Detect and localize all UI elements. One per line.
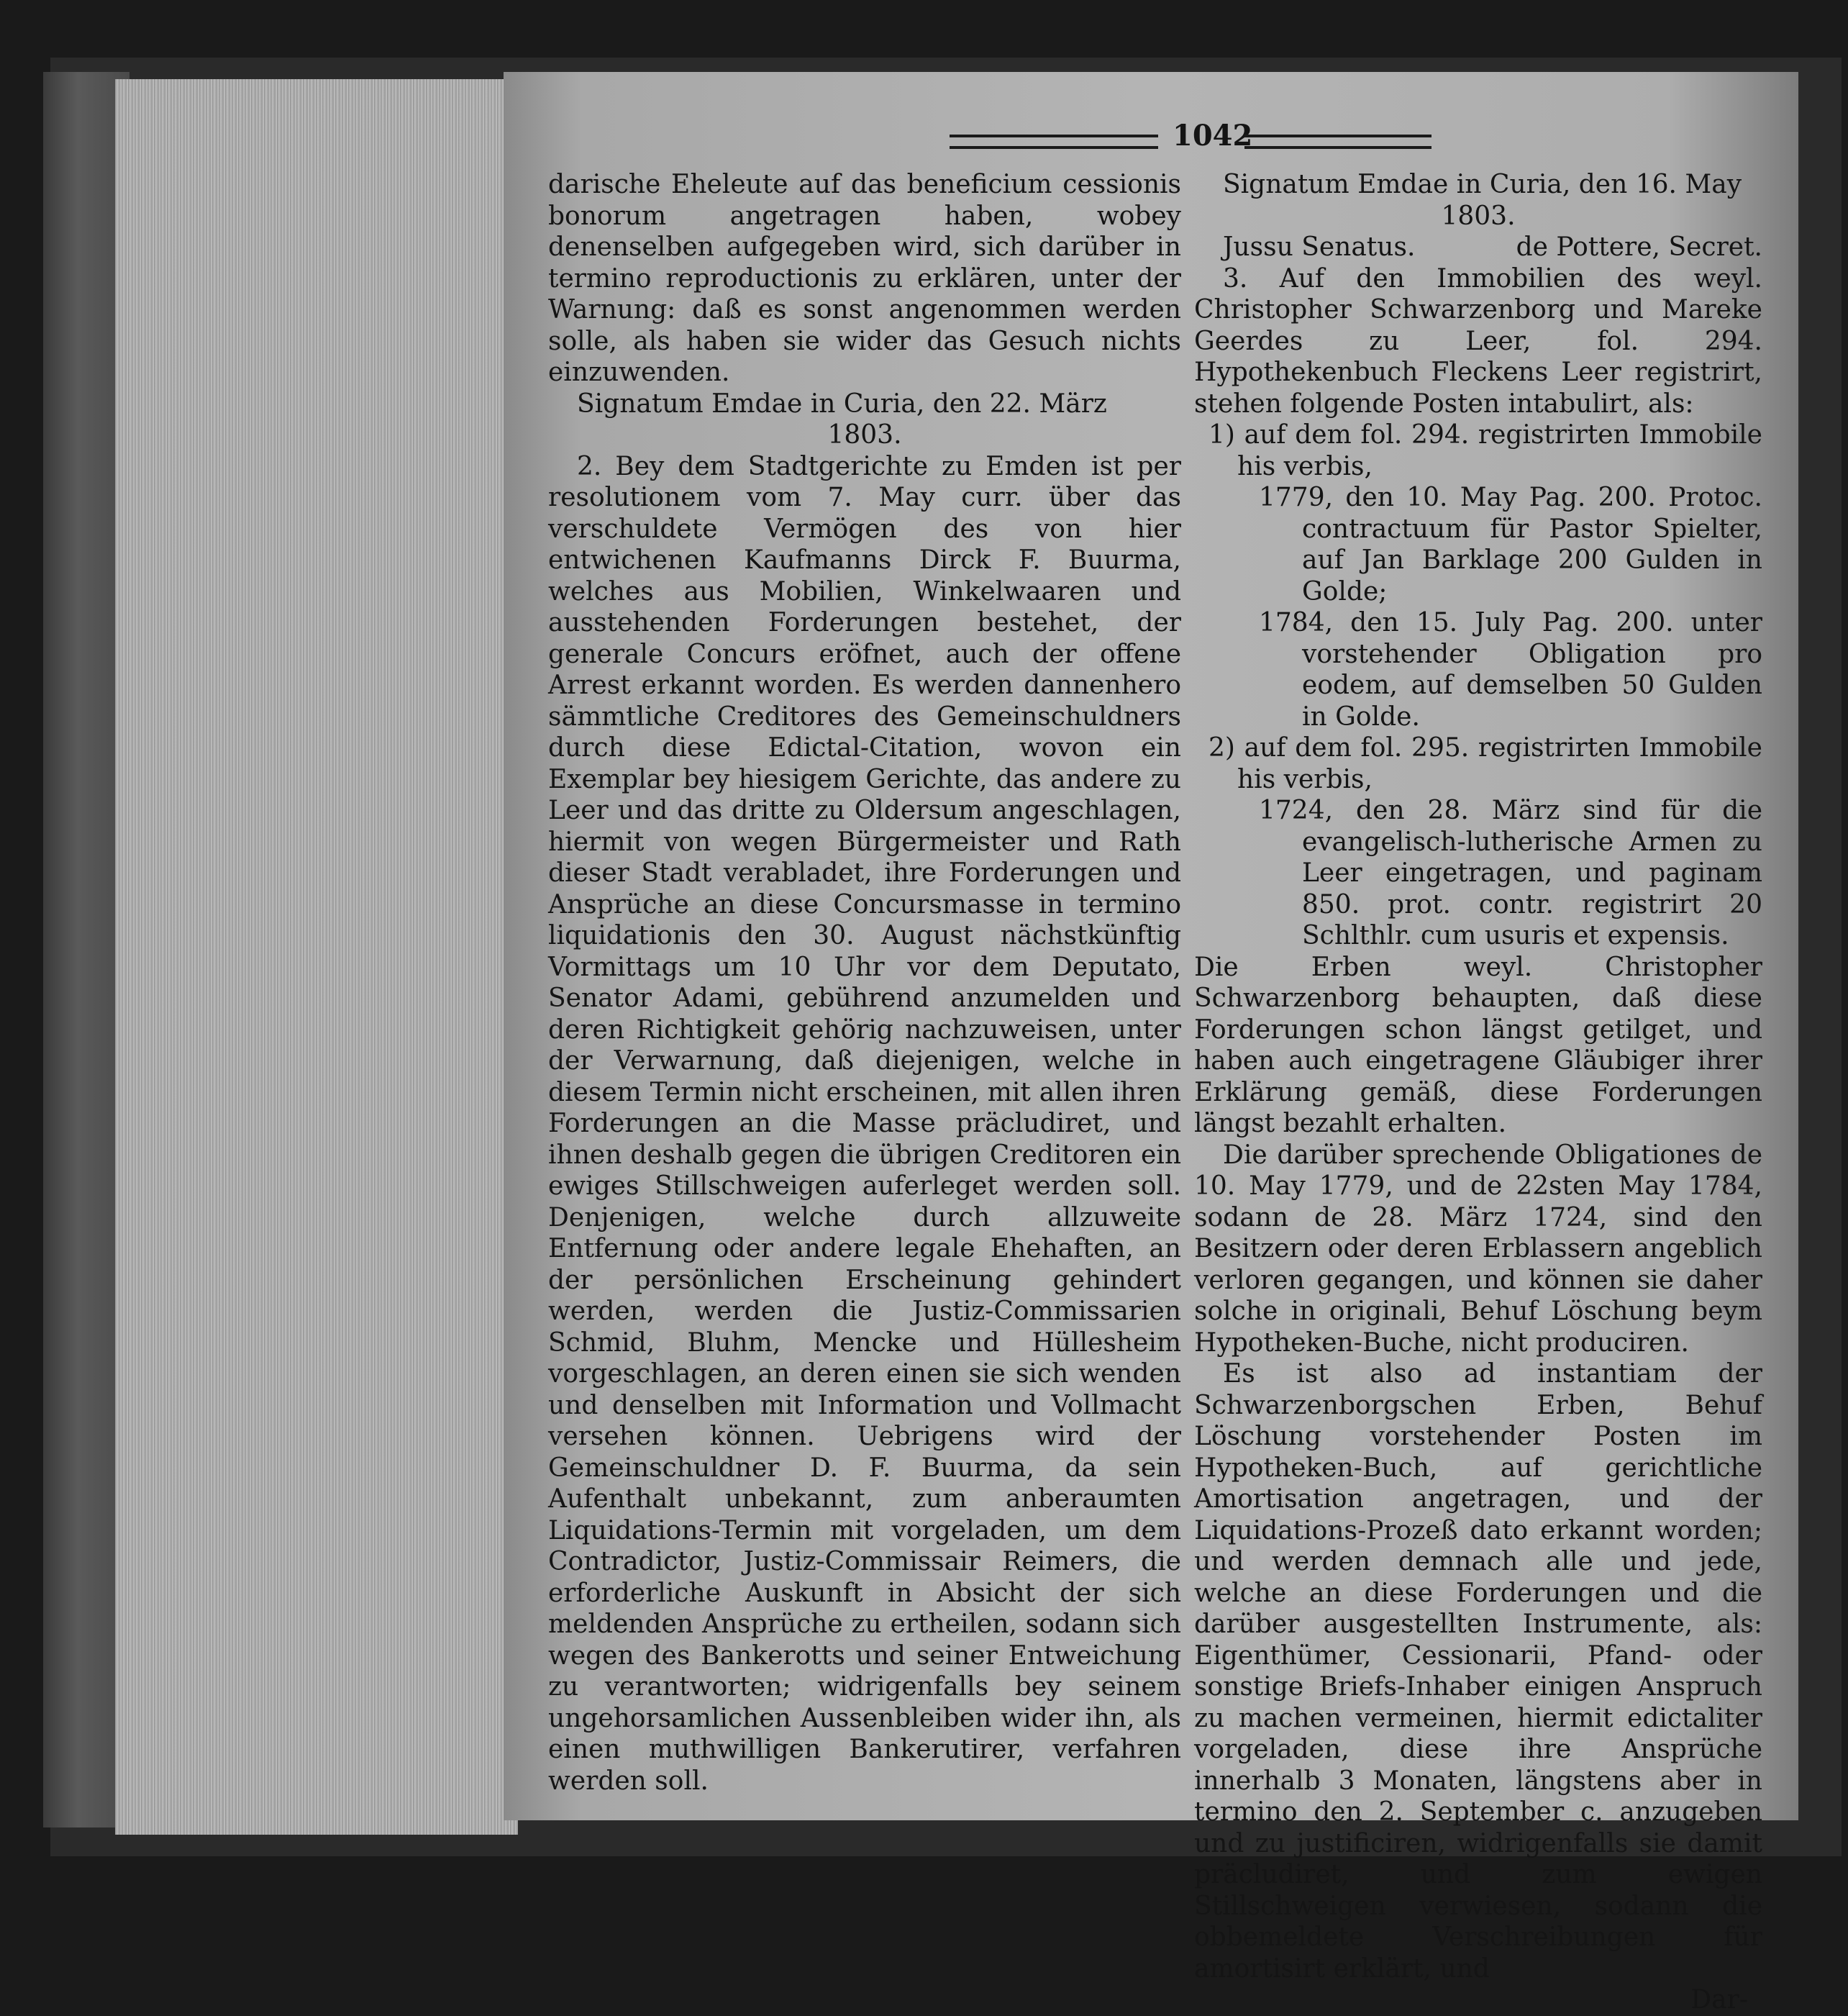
signature-line — [1194, 232, 1762, 263]
list-item: 2) auf dem fol. 295. registrirten Immobile his verbis, — [1209, 733, 1762, 794]
list-item: 1) auf dem fol. 294. registrirten Immobile his verbis, — [1209, 420, 1762, 481]
page-header — [504, 119, 1798, 162]
left-column — [548, 169, 1181, 1797]
catchword: Dar- — [1690, 1985, 1748, 2015]
paragraph-amortisation: Es ist also ad instantiam der Schwarzenborgschen Erben, Behuf Löschung vorstehender Posten im Hypotheken-Buch, auf gerichtliche Amortisation angetragen, und der Liquidations-Prozeß dato erkannt worden; und werden demnach alle und jede, welche an diese Forderungen und die darüber ausgestellten Instrumente, als: Eigenthümer, Cessionarii, Pfand- oder sonstige Briefs-Inhaber einigen Anspruch zu machen vermeinen, hiermit edictaliter vorgeladen, diese ihre Ansprüche innerhalb 3 Monaten, längstens aber in termino den 2. September c. anzugeben und zu justificiren, widrigenfalls sie damit präcludiret, und zum ewigen Stillschweigen verwiesen, sodann die obbemeldete Verschreibungen für amortisirt erklärt, und — [1194, 1359, 1762, 1984]
paragraph-cessionis: darische Eheleute auf das beneficium cessionis bonorum angetragen haben, wobey denenselben aufgegeben wird, sich darüber in termino reproductionis zu erklären, unter der Warnung: daß es sonst angenommen werden solle, als haben sie wider das Gesuch nichts einzuwenden. — [548, 170, 1181, 387]
list-item: 1779, den 10. May Pag. 200. Protoc. contractuum für Pastor Spielter, auf Jan Barklage 200 Gulden in Golde; — [1259, 483, 1762, 607]
paragraph-item-3: 3. Auf den Immobilien des weyl. Christopher Schwarzenborg und Mareke Geerdes zu Leer, fol. 294. Hypothekenbuch Fleckens Leer registrirt, stehen folgende Posten intabulirt, als: — [1194, 263, 1762, 419]
page-number: 1042 — [1173, 119, 1253, 153]
header-rule-right — [1244, 135, 1431, 149]
secretary-signature: de Pottere, Secret. — [1516, 232, 1762, 262]
paragraph-concurs-buurma: 2. Bey dem Stadtgerichte zu Emden ist per resolutionem vom 7. May curr. über das verschuldete Vermögen des von hier entwichenen Kaufmanns Dirck F. Buurma, welches aus Mobilien, Winkelwaaren und ausstehenden Forderungen bestehet, der generale Concurs eröfnet, auch der offene Arrest erkannt worden. Es werden dannenhero sämmtliche Creditores des Gemeinschuldners durch diese Edictal-Citation, wovon ein Exemplar bey hiesigem Gerichte, das andere zu Leer und das dritte zu Oldersum angeschlagen, hiermit von wegen Bürgermeister und Rath dieser Stadt verabladet, ihre Forderungen und Ansprüche an diese Concursmasse in termino liquidationis den 30. August nächstkünftig Vormittags um 10 Uhr vor dem Deputato, Senator Adami, gebührend anzumelden und deren Richtigkeit gehörig nachzuweisen, unter der Verwarnung, daß diejenigen, welche in diesem Termin nicht erscheinen, mit allen ihren Forderungen an die Masse präcludiret, und ihnen deshalb gegen die übrigen Creditoren ein ewiges Stillschweigen auferleget werden soll. Denjenigen, welche durch allzuweite Entfernung oder andere legale Ehehaften, an der persönlichen Erscheinung gehindert werden, werden die Justiz-Commissarien Schmid, Bluhm, Mencke und Hüllesheim vorgeschlagen, an deren einen sie sich wenden und denselben mit Information und Vollmacht versehen können. Uebrigens wird der Gemeinschuldner D. F. Buurma, da sein Aufenthalt unbekannt, zum anberaumten Liquidations-Termin mit vorgeladen, um dem Contradictor, Justiz-Commissair Reimers, die erforderliche Auskunft in Absicht der sich meldenden Ansprüche zu ertheilen, sodann sich wegen des Bankerotts und seiner Entweichung zu verantworten; widrigenfalls bey seinem ungehorsamlichen Aussenbleiben wider ihn, als einen muthwilligen Bankerutirer, verfahren werden soll. — [548, 451, 1181, 1796]
paragraph-heirs: Die Erben weyl. Christopher Schwarzenborg behaupten, daß diese Forderungen schon längst getilget, und haben auch eingetragene Gläubiger ihrer Erklärung gemäß, diese Forderungen längst bezahlt erhalten. — [1194, 952, 1762, 1138]
signatum-line: Signatum Emdae in Curia, den 16. May — [1223, 170, 1742, 199]
jussu-senatus: Jussu Senatus. — [1223, 232, 1416, 262]
list-item: 1724, den 28. März sind für die evangelisch-lutherische Armen zu Leer eingetragen, und paginam 850. prot. contr. registrirt 20 Schlthlr. cum usuris et expensis. — [1259, 796, 1762, 950]
paragraph-obligationes: Die darüber sprechende Obligationes de 10. May 1779, und de 22sten May 1784, sodann de 28. März 1724, sind den Besitzern oder deren Erblassern angeblich verloren gegangen, und können sie daher solche in originali, Behuf Löschung beym Hypotheken-Buche, nicht produciren. — [1194, 1140, 1762, 1358]
book-page — [504, 72, 1798, 2015]
signatum-line: Signatum Emdae in Curia, den 22. März — [577, 389, 1107, 419]
right-column — [1194, 169, 1762, 2016]
signatum-year: 1803. — [827, 420, 902, 450]
header-rule-left — [950, 135, 1158, 149]
signatum-year: 1803. — [1441, 201, 1516, 231]
list-item: 1784, den 15. July Pag. 200. unter vorstehender Obligation pro eodem, auf demselben 50 Gulden in Golde. — [1259, 608, 1762, 732]
page-edges — [115, 79, 518, 1835]
